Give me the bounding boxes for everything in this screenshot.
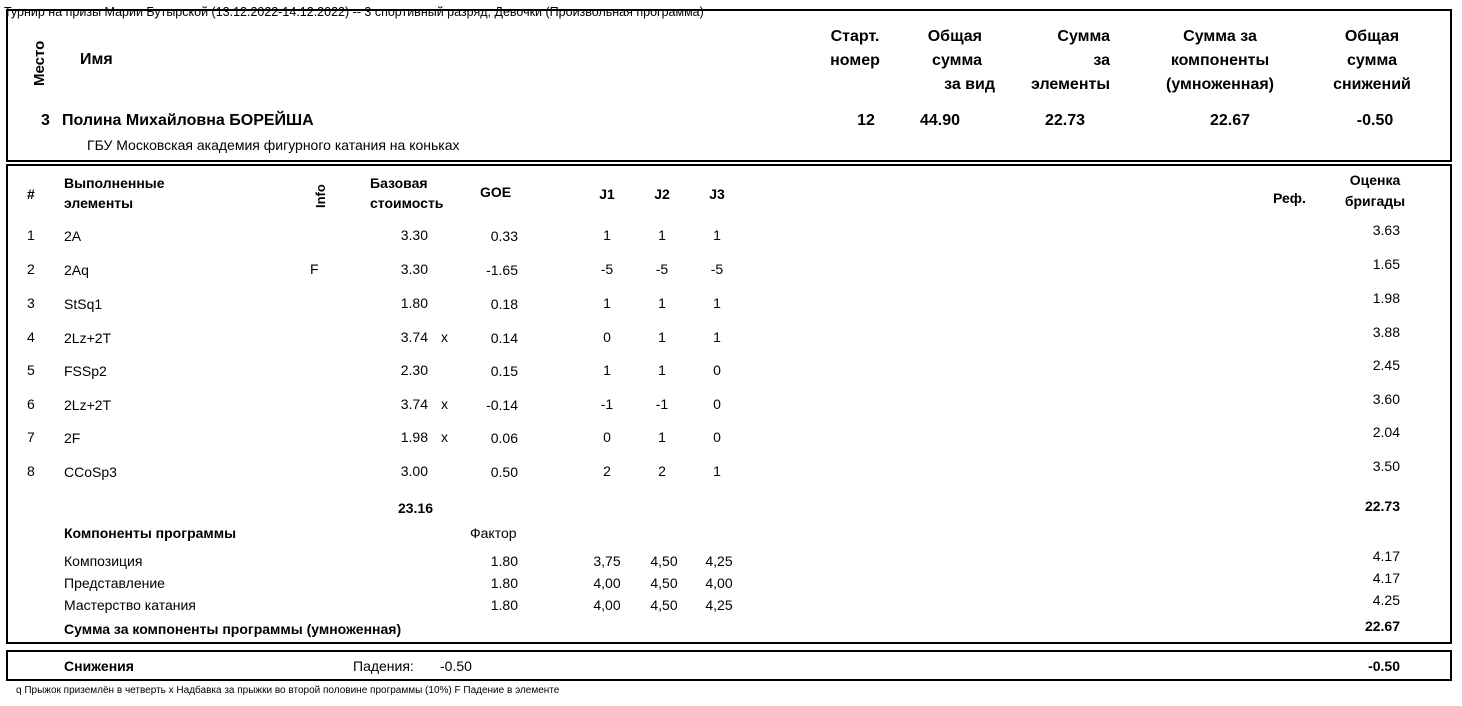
col-base-header: Базовая стоимость: [370, 175, 444, 211]
row-element: StSq1: [64, 296, 103, 312]
col-element-header: Выполненные элементы: [64, 175, 165, 211]
component-score: 4.17: [1372, 570, 1400, 586]
col-j1-header: J1: [599, 186, 615, 202]
component-score: 4.17: [1372, 548, 1400, 564]
row-panel-score: 1.98: [1372, 290, 1400, 306]
factor-header: Фактор: [470, 525, 517, 541]
row-j2: 1: [658, 329, 666, 345]
component-j2: 4,50: [650, 553, 678, 569]
row-j3: 1: [713, 329, 721, 345]
row-j2: 1: [658, 429, 666, 445]
row-j2: 1: [658, 295, 666, 311]
row-number: 3: [27, 295, 35, 311]
row-number: 8: [27, 463, 35, 479]
row-panel-score: 2.45: [1372, 357, 1400, 373]
deductions-total-header: Общая сумма снижений: [1333, 28, 1411, 93]
row-goe: -1.65: [486, 262, 518, 278]
row-base-value: 3.30: [400, 261, 428, 277]
skater-start-number: 12: [857, 112, 875, 129]
total-score-header: Общая сумма за вид: [927, 28, 995, 93]
row-number: 5: [27, 362, 35, 378]
row-base-value: 3.74: [400, 396, 428, 412]
deductions-total: -0.50: [1368, 658, 1400, 674]
row-panel-score: 1.65: [1372, 256, 1400, 272]
elements-sum-header: Сумма за элементы: [1031, 28, 1110, 93]
skater-components-score: 22.67: [1209, 112, 1251, 129]
row-j1: 1: [603, 295, 611, 311]
component-name: Композиция: [64, 553, 143, 569]
row-j1: 0: [603, 329, 611, 345]
row-j3: 1: [713, 463, 721, 479]
component-name: Мастерство катания: [64, 597, 196, 613]
col-j3-header: J3: [709, 186, 725, 202]
row-base-value: 3.30: [400, 227, 428, 243]
component-factor: 1.80: [490, 575, 518, 591]
row-j1: -1: [600, 396, 614, 412]
row-element: 2Aq: [64, 262, 89, 278]
row-panel-score: 2.04: [1372, 424, 1400, 440]
skater-elements-score: 22.73: [1044, 112, 1086, 129]
row-bonus-marker: x: [441, 429, 448, 445]
row-base-value: 2.30: [400, 362, 428, 378]
component-score: 4.25: [1372, 592, 1400, 608]
row-goe: 0.15: [490, 363, 518, 379]
row-element: 2Lz+2T: [64, 330, 112, 346]
row-info: F: [310, 261, 319, 277]
falls-label: Падения:: [353, 658, 414, 674]
falls-value: -0.50: [440, 658, 472, 674]
col-j2-header: J2: [654, 186, 670, 202]
row-base-value: 1.80: [400, 295, 428, 311]
row-j3: 0: [713, 362, 721, 378]
row-base-value: 3.74: [400, 329, 428, 345]
col-score-header: Оценка бригады: [1344, 172, 1406, 209]
row-element: FSSp2: [64, 363, 107, 379]
row-j1: 2: [603, 463, 611, 479]
component-j2: 4,50: [650, 575, 678, 591]
row-j3: 0: [713, 429, 721, 445]
row-j3: 1: [713, 295, 721, 311]
col-ref-header: Реф.: [1273, 190, 1306, 206]
row-number: 1: [27, 227, 35, 243]
row-j2: 2: [658, 463, 666, 479]
skater-club: ГБУ Московская академия фигурного катания на коньках: [87, 137, 460, 153]
row-panel-score: 3.63: [1372, 222, 1400, 238]
row-panel-score: 3.50: [1372, 458, 1400, 474]
document-title: Турнир на призы Марии Бутырской (13.12.2022-14.12.2022) -- 3 спортивный разряд, Девочки (Произвольная программа): [4, 5, 704, 19]
row-j3: 0: [713, 396, 721, 412]
skater-deductions: -0.50: [1356, 112, 1394, 129]
col-num-header: #: [27, 186, 35, 202]
component-j3: 4,00: [705, 575, 733, 591]
row-element: 2A: [64, 228, 82, 244]
row-j2: -5: [655, 261, 669, 277]
component-j1: 4,00: [593, 575, 621, 591]
components-sum-value: 22.67: [1364, 618, 1400, 634]
row-j3: -5: [710, 261, 724, 277]
row-number: 4: [27, 329, 35, 345]
component-factor: 1.80: [490, 553, 518, 569]
name-header: Имя: [80, 51, 113, 68]
row-goe: 0.14: [490, 330, 518, 346]
col-info-header: Info: [313, 184, 328, 208]
component-j3: 4,25: [705, 553, 733, 569]
row-panel-score: 3.60: [1372, 391, 1400, 407]
components-title: Компоненты программы: [64, 525, 237, 541]
row-element: CCoSp3: [64, 464, 117, 480]
component-j1: 3,75: [593, 553, 621, 569]
base-total: 23.16: [397, 500, 433, 516]
row-j2: -1: [655, 396, 669, 412]
start-number-header: Старт. номер: [830, 28, 880, 69]
component-j2: 4,50: [650, 597, 678, 613]
row-j1: 0: [603, 429, 611, 445]
row-bonus-marker: x: [441, 329, 448, 345]
elements-score-total: 22.73: [1364, 498, 1400, 514]
row-j2: 1: [658, 227, 666, 243]
row-j1: 1: [603, 227, 611, 243]
components-sum-header: Сумма за компоненты (умноженная): [1166, 28, 1274, 93]
place-header: Место: [31, 40, 48, 86]
row-number: 7: [27, 429, 35, 445]
row-j1: 1: [603, 362, 611, 378]
skater-name: Полина Михайловна БОРЕЙША: [62, 112, 314, 129]
row-goe: -0.14: [486, 397, 518, 413]
component-name: Представление: [64, 575, 165, 591]
row-j3: 1: [713, 227, 721, 243]
row-element: 2F: [64, 430, 81, 446]
components-sum-label: Сумма за компоненты программы (умноженная): [64, 621, 402, 637]
row-goe: 0.06: [490, 430, 518, 446]
row-j2: 1: [658, 362, 666, 378]
skater-total-score: 44.90: [919, 112, 961, 129]
row-base-value: 1.98: [400, 429, 428, 445]
component-factor: 1.80: [490, 597, 518, 613]
row-panel-score: 3.88: [1372, 324, 1400, 340]
row-j1: -5: [600, 261, 614, 277]
col-goe-header: GOE: [480, 184, 512, 200]
row-number: 2: [27, 261, 35, 277]
row-element: 2Lz+2T: [64, 397, 112, 413]
row-base-value: 3.00: [400, 463, 428, 479]
row-goe: 0.18: [490, 296, 518, 312]
deductions-box: [6, 650, 1452, 681]
row-bonus-marker: x: [441, 396, 448, 412]
row-goe: 0.50: [490, 464, 518, 480]
deductions-label: Снижения: [64, 658, 134, 674]
component-j3: 4,25: [705, 597, 733, 613]
legend: q Прыжок приземлён в четверть x Надбавка за прыжки во второй половине программы (10%) F Падение в элементе: [16, 685, 560, 696]
component-j1: 4,00: [593, 597, 621, 613]
skater-place: 3: [41, 112, 50, 129]
row-goe: 0.33: [490, 228, 518, 244]
row-number: 6: [27, 396, 35, 412]
